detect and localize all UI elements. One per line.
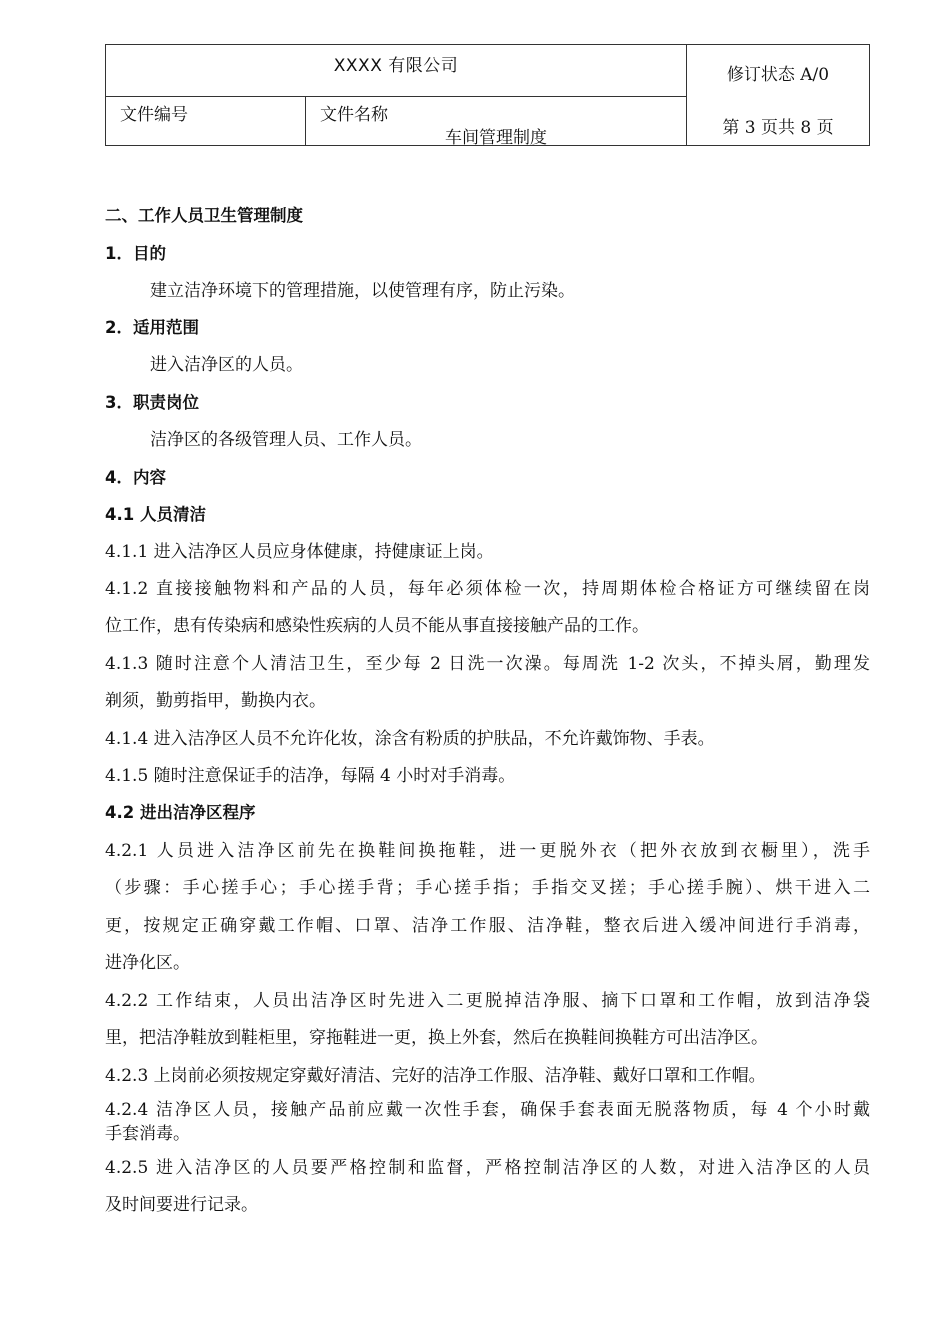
doc-name-label: 文件名称: [320, 105, 388, 125]
clause-4-2-4-line-2: 手套消毒。: [105, 1124, 190, 1144]
document-header-table: [105, 44, 870, 146]
clause-4-1-2-line-2: 位工作，患有传染病和感染性疾病的人员不能从事直接接触产品的工作。: [105, 616, 649, 636]
clause-4-2-2-line-2: 里，把洁净鞋放到鞋柜里，穿拖鞋进一更，换上外套，然后在换鞋间换鞋方可出洁净区。: [105, 1028, 768, 1048]
heading-content: 4．内容: [105, 468, 166, 487]
clause-4-1-1: 4.1.1 进入洁净区人员应身体健康，持健康证上岗。: [105, 542, 494, 562]
header-divider-horizontal: [106, 96, 686, 97]
clause-4-2-2-line-1: 4.2.2 工作结束，人员出洁净区时先进入二更脱掉洁净服、摘下口罩和工作帽，放到洁净袋: [105, 991, 870, 1011]
heading-personnel-cleaning: 4.1 人员清洁: [105, 505, 206, 524]
section-title: 二、工作人员卫生管理制度: [105, 206, 303, 225]
paragraph-responsibility: 洁净区的各级管理人员、工作人员。: [150, 430, 422, 450]
doc-name: 车间管理制度: [445, 128, 547, 148]
clause-4-2-5-line-2: 及时间要进行记录。: [105, 1195, 258, 1215]
paragraph-purpose: 建立洁净环境下的管理措施，以使管理有序，防止污染。: [150, 281, 575, 301]
clause-4-2-1-line-4: 进净化区。: [105, 953, 190, 973]
revision-status: 修订状态 A/0: [726, 65, 830, 85]
heading-responsibility: 3．职责岗位: [105, 393, 199, 412]
clause-4-2-1-line-3: 更，按规定正确穿戴工作帽、口罩、洁净工作服、洁净鞋，整衣后进入缓冲间进行手消毒，: [105, 916, 870, 936]
clause-4-2-1-line-1: 4.2.1 人员进入洁净区前先在换鞋间换拖鞋，进一更脱外衣（把外衣放到衣橱里），洗手: [105, 841, 870, 861]
page-info: 第 3 页共 8 页: [722, 118, 834, 138]
clause-4-1-3-line-2: 剃须，勤剪指甲，勤换内衣。: [105, 691, 326, 711]
doc-number-label: 文件编号: [120, 105, 188, 125]
heading-purpose: 1．目的: [105, 244, 166, 263]
clause-4-2-5-line-1: 4.2.5 进入洁净区的人员要严格控制和监督，严格控制洁净区的人数，对进入洁净区的人员: [105, 1158, 870, 1178]
clause-4-1-3-line-1: 4.1.3 随时注意个人清洁卫生，至少每 2 日洗一次澡。每周洗 1-2 次头，不掉头屑，勤理发: [105, 654, 870, 674]
clause-4-2-4-line-1: 4.2.4 洁净区人员，接触产品前应戴一次性手套，确保手套表面无脱落物质，每 4 个小时戴: [105, 1100, 870, 1120]
heading-entry-exit: 4.2 进出洁净区程序: [105, 803, 256, 822]
company-name: XXXX 有限公司: [333, 56, 459, 76]
clause-4-1-2-line-1: 4.1.2 直接接触物料和产品的人员，每年必须体检一次，持周期体检合格证方可继续留在岗: [105, 579, 870, 599]
heading-scope: 2．适用范围: [105, 318, 199, 337]
clause-4-1-5: 4.1.5 随时注意保证手的洁净，每隔 4 小时对手消毒。: [105, 766, 516, 786]
paragraph-scope: 进入洁净区的人员。: [150, 355, 303, 375]
clause-4-1-4: 4.1.4 进入洁净区人员不允许化妆，涂含有粉质的护肤品，不允许戴饰物、手表。: [105, 729, 715, 749]
clause-4-2-3: 4.2.3 上岗前必须按规定穿戴好清洁、完好的洁净工作服、洁净鞋、戴好口罩和工作帽。: [105, 1066, 766, 1086]
clause-4-2-1-line-2: （步骤：手心搓手心；手心搓手背；手心搓手指；手指交叉搓；手心搓手腕）、烘干进入二: [105, 878, 870, 898]
